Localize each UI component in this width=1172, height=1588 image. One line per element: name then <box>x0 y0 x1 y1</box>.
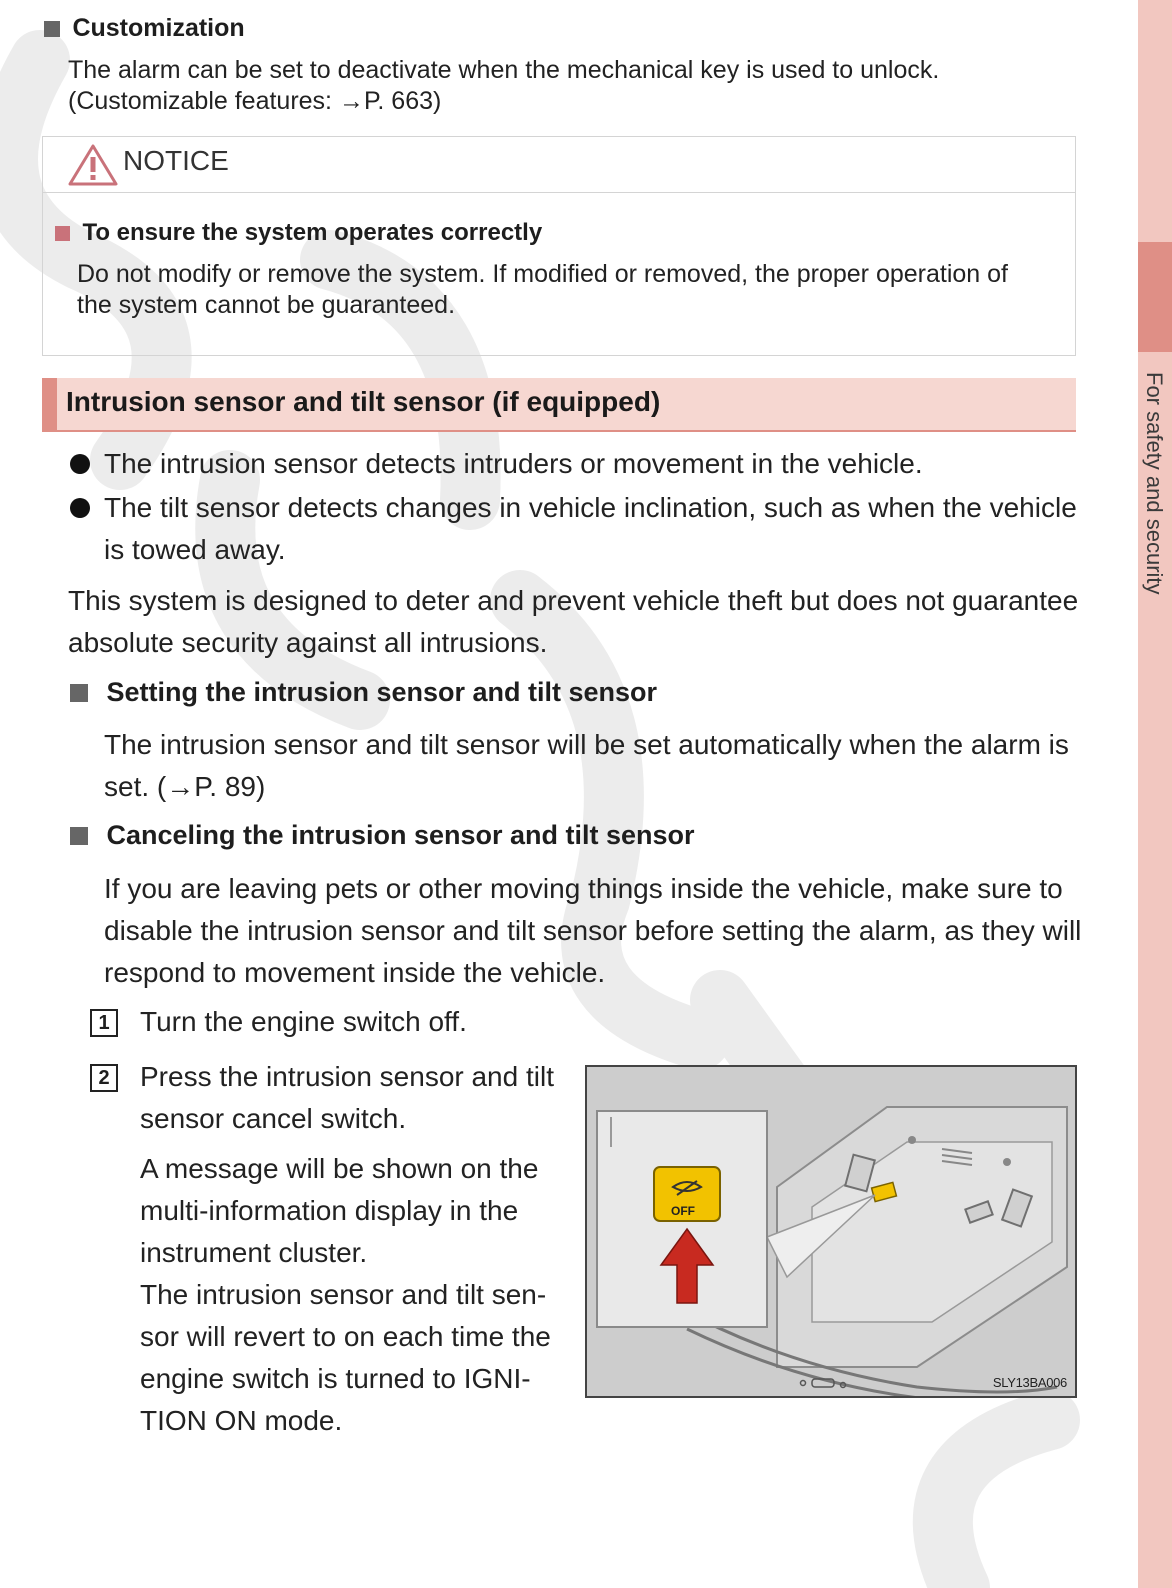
notice-header <box>43 137 1075 193</box>
list-item <box>70 487 1080 571</box>
canceling-line: disable the intrusion sensor and tilt sensor before setting the alarm, as they will <box>104 915 1082 946</box>
notice-line: Do not modify or remove the system. If modified or removed, the proper operation of <box>77 260 1008 288</box>
notice-line: the system cannot be guaranteed. <box>77 291 456 319</box>
setting-page-link[interactable]: set. (→P. 89) <box>104 771 266 802</box>
bullet-icon <box>70 498 90 518</box>
notice-text <box>77 259 1008 321</box>
customization-line: The alarm can be set to deactivate when the mechanical key is used to unlock. <box>68 56 940 84</box>
canceling-line: respond to movement inside the vehicle. <box>104 957 606 988</box>
notice-title: NOTICE <box>123 145 229 176</box>
canceling-text <box>104 868 1081 994</box>
detail-line: engine switch is turned to IGNI- <box>140 1363 531 1394</box>
canceling-line: If you are leaving pets or other moving things inside the vehicle, make sure to <box>104 873 1063 904</box>
setting-heading-row <box>70 677 657 708</box>
square-bullet-icon <box>70 827 88 845</box>
list-item <box>70 443 1080 485</box>
sidebar-strip <box>1138 0 1172 1588</box>
customization-heading-row <box>44 14 245 43</box>
square-bullet-icon <box>44 21 60 37</box>
customization-features-link[interactable]: (Customizable features: →P. 663) <box>68 87 442 115</box>
step-number-2: 2 <box>90 1064 118 1092</box>
section-banner <box>42 378 1076 432</box>
notice-subheading: To ensure the system operates correctly <box>82 219 543 246</box>
canceling-heading: Canceling the intrusion sensor and tilt sensor <box>106 820 695 850</box>
detail-line: The intrusion sensor and tilt sen- <box>140 1279 547 1310</box>
warning-triangle-icon <box>67 143 119 187</box>
detail-line: TION ON mode. <box>140 1405 343 1436</box>
setting-line: The intrusion sensor and tilt sensor will be set automatically when the alarm is <box>104 729 1069 760</box>
paragraph-line: This system is designed to deter and prevent vehicle theft but does not guarantee <box>68 585 1079 616</box>
illustration-code: SLY13BA006 <box>992 1375 1067 1390</box>
bullet-list <box>70 443 1080 571</box>
bullet-text: The intrusion sensor detects intruders or movement in the vehicle. <box>104 448 923 479</box>
notice-box <box>42 136 1076 356</box>
console-drawing <box>587 1067 1077 1398</box>
overhead-console-illustration <box>585 1065 1077 1398</box>
sidebar-chapter-tab[interactable] <box>1138 242 1172 352</box>
step-line: Press the intrusion sensor and tilt <box>140 1061 554 1092</box>
detail-line: sor will revert to on each time the <box>140 1321 551 1352</box>
bullet-text: The tilt sensor detects changes in vehicle inclination, such as when the vehicle <box>104 492 1077 523</box>
bullet-text: is towed away. <box>104 534 286 565</box>
section-title: Intrusion sensor and tilt sensor (if equipped) <box>66 386 661 417</box>
section-paragraph <box>68 580 1078 664</box>
square-bullet-icon <box>55 226 70 241</box>
off-switch-label: OFF <box>671 1204 695 1218</box>
step-1-text: Turn the engine switch off. <box>140 1006 467 1037</box>
step-2-detail <box>140 1148 565 1442</box>
customization-text <box>68 55 939 117</box>
setting-heading: Setting the intrusion sensor and tilt sensor <box>106 677 658 707</box>
step-line: sensor cancel switch. <box>140 1103 407 1134</box>
banner-accent-bar <box>42 378 57 430</box>
setting-text <box>104 724 1069 808</box>
customization-heading: Customization <box>72 14 245 42</box>
detail-line: instrument cluster. <box>140 1237 368 1268</box>
canceling-heading-row <box>70 820 695 851</box>
sidebar-chapter-label: For safety and security <box>1142 372 1167 595</box>
detail-line: multi-information display in the <box>140 1195 519 1226</box>
square-bullet-icon <box>70 684 88 702</box>
paragraph-line: absolute security against all intrusions. <box>68 627 548 658</box>
detail-line: A message will be shown on the <box>140 1153 539 1184</box>
step-2-text <box>140 1056 554 1140</box>
bullet-icon <box>70 454 90 474</box>
step-number-1: 1 <box>90 1009 118 1037</box>
notice-subheading-row <box>55 219 542 247</box>
